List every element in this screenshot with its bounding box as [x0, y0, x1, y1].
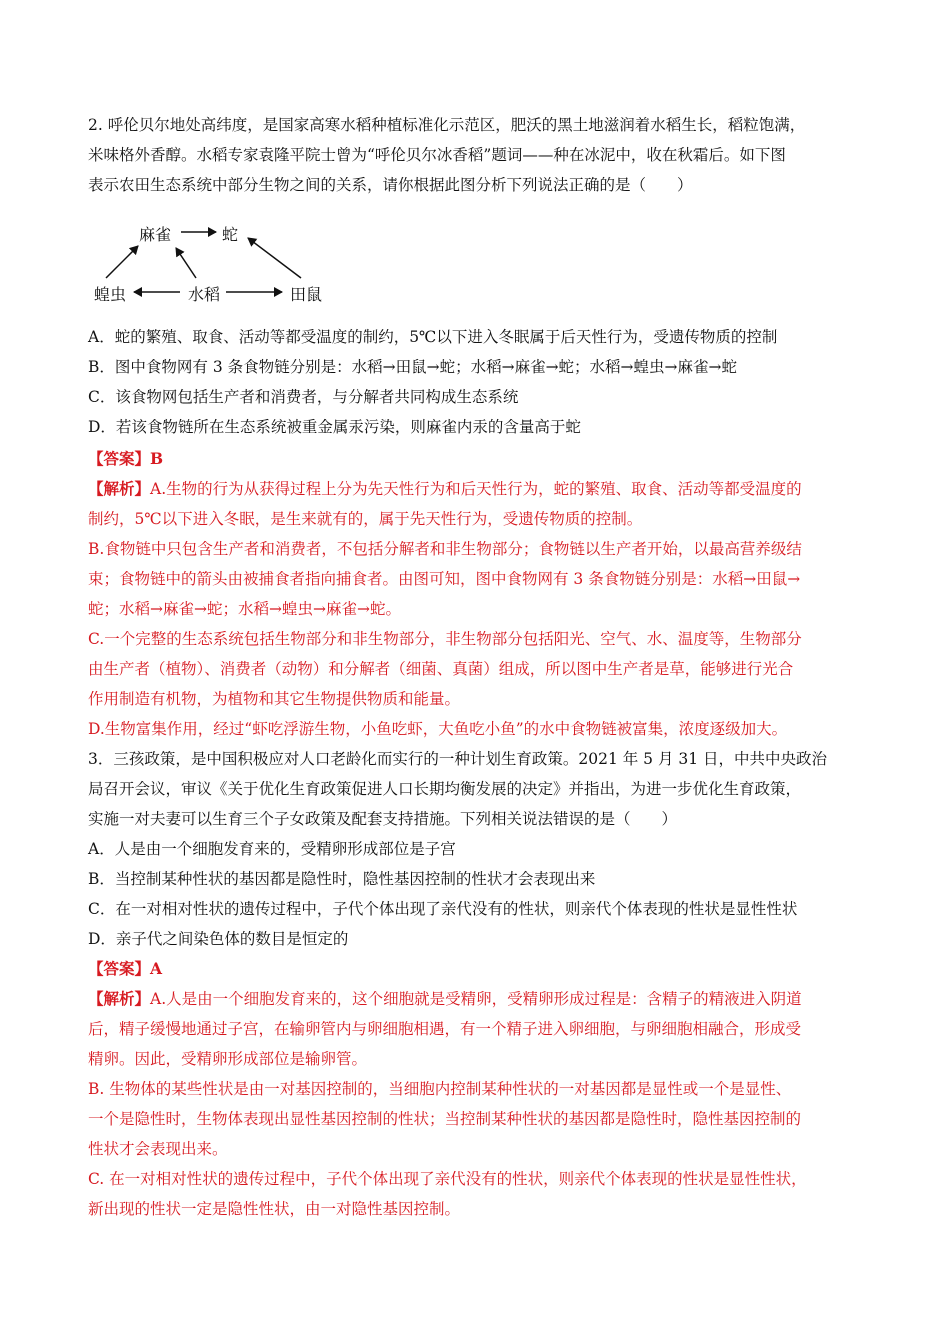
q2-option-b: B．图中食物网有 3 条食物链分别是：水稻→田鼠→蛇；水稻→麻雀→蛇；水稻→蝗虫→麻雀→蛇 [88, 358, 738, 376]
q3-analysis-b-line-3: 性状才会表现出来。 [88, 1140, 228, 1158]
q3-analysis-tag: 【解析】 [88, 989, 151, 1008]
q2-analysis-tag: 【解析】 [88, 479, 151, 498]
q2-analysis-c-line-1: C.一个完整的生态系统包括生物部分和非生物部分，非生物部分包括阳光、空气、水、温度等，生物部分 [88, 630, 802, 648]
q2-analysis-c-line-2: 由生产者（植物）、消费者（动物）和分解者（细菌、真菌）组成，所以图中生产者是草，能够进行光合 [88, 660, 794, 678]
q2-analysis-a-line-2: 制约，5℃以下进入冬眠，是生来就有的，属于先天性行为，受遗传物质的控制。 [88, 510, 643, 528]
q3-analysis-a-line-3: 精卵。因此，受精卵形成部位是输卵管。 [88, 1050, 368, 1068]
arrow-mouse-to-snake [248, 238, 301, 278]
q3-stem-line-1: 3．三孩政策，是中国积极应对人口老龄化而实行的一种计划生育政策。2021 年 5 月 31 日，中共中央政治 [88, 750, 828, 768]
arrow-locust-to-sparrow [106, 246, 138, 278]
q3-answer-tag: 【答案】 [88, 959, 151, 978]
question-3 [88, 744, 868, 954]
q2-analysis-c-line-3: 作用制造有机物，为植物和其它生物提供物质和能量。 [88, 690, 461, 708]
q3-option-c: C．在一对相对性状的遗传过程中，子代个体出现了亲代没有的性状，则亲代个体表现的性状是显性性状 [88, 900, 798, 918]
node-mouse: 田鼠 [290, 285, 323, 304]
q3-analysis-c-line-1: C. 在一对相对性状的遗传过程中，子代个体出现了亲代没有的性状，则亲代个体表现的性状是显性性状， [88, 1170, 807, 1188]
node-sparrow: 麻雀 [139, 225, 172, 244]
question-2-stem [88, 110, 868, 200]
q3-analysis-b-line-2: 一个是隐性时，生物体表现出显性基因控制的性状；当控制某种性状的基因都是隐性时，隐性基因控制的 [88, 1110, 802, 1128]
q2-answer-line [88, 444, 868, 474]
q3-analysis-a-first: A.人是由一个细胞发育来的，这个细胞就是受精卵，受精卵形成过程是：含精子的精液进入阴道 [150, 990, 802, 1008]
node-rice: 水稻 [188, 285, 221, 304]
q2-analysis-a-first: A.生物的行为从获得过程上分为先天性行为和后天性行为，蛇的繁殖、取食、活动等都受温度的 [150, 480, 802, 498]
q2-answer-tag: 【答案】 [88, 449, 151, 468]
q2-option-d: D．若该食物链所在生态系统被重金属汞污染，则麻雀内汞的含量高于蛇 [88, 418, 581, 436]
q3-option-a: A．人是由一个细胞发育来的，受精卵形成部位是子宫 [88, 840, 456, 858]
q3-analysis-b-line-1: B. 生物体的某些性状是由一对基因控制的，当细胞内控制某种性状的一对基因都是显性或一个是显性、 [88, 1080, 792, 1098]
q3-answer-value: A [150, 959, 163, 978]
q2-analysis-b-line-1: B.食物链中只包含生产者和消费者，不包括分解者和非生物部分；食物链以生产者开始，以最高营养级结 [88, 540, 802, 558]
q2-option-a: A．蛇的繁殖、取食、活动等都受温度的制约，5℃以下进入冬眠属于后天性行为，受遗传物质的控制 [88, 328, 778, 346]
q3-analysis-a-lead [88, 984, 868, 1014]
q3-stem-line-3: 实施一对夫妻可以生育三个子女政策及配套支持措施。下列相关说法错误的是（ ） [88, 810, 678, 828]
question-3-solution [88, 954, 868, 1224]
q3-answer-line [88, 954, 868, 984]
q2-stem-line-1: 2. 呼伦贝尔地处高纬度，是国家高寒水稻种植标准化示范区，肥沃的黑土地滋润着水稻生长，稻粒饱满， [88, 116, 806, 134]
food-web-diagram [88, 210, 338, 310]
q3-option-b: B．当控制某种性状的基因都是隐性时，隐性基因控制的性状才会表现出来 [88, 870, 596, 888]
node-snake: 蛇 [222, 225, 239, 244]
q2-stem-line-3: 表示农田生态系统中部分生物之间的关系，请你根据此图分析下列说法正确的是（ ） [88, 176, 693, 194]
q2-analysis-b-line-3: 蛇；水稻→麻雀→蛇；水稻→蝗虫→麻雀→蛇。 [88, 600, 401, 618]
q2-answer-value: B [150, 449, 164, 468]
q3-analysis-c-line-2: 新出现的性状一定是隐性性状，由一对隐性基因控制。 [88, 1200, 461, 1218]
q2-stem-line-2: 米味格外香醇。水稻专家袁隆平院士曾为“呼伦贝尔冰香稻”题词——种在冰泥中，收在秋霜后。如下图 [88, 146, 786, 164]
q3-stem-line-2: 局召开会议，审议《关于优化生育政策促进人口长期均衡发展的决定》并指出，为进一步优化生育政策， [88, 780, 802, 798]
q2-analysis-a-lead [88, 474, 868, 504]
node-locust: 蝗虫 [94, 285, 127, 304]
q2-analysis-b-line-2: 束；食物链中的箭头由被捕食者指向捕食者。由图可知，图中食物网有 3 条食物链分别是：水稻→田鼠→ [88, 570, 801, 588]
q2-option-c: C．该食物网包括生产者和消费者，与分解者共同构成生态系统 [88, 388, 519, 406]
arrow-rice-to-sparrow [176, 248, 196, 278]
q2-analysis-d-line-1: D.生物富集作用，经过“虾吃浮游生物，小鱼吃虾，大鱼吃小鱼”的水中食物链被富集，浓度逐级加大。 [88, 720, 788, 738]
q3-analysis-a-line-2: 后，精子缓慢地通过子宫，在输卵管内与卵细胞相遇，有一个精子进入卵细胞，与卵细胞相融合，形成受 [88, 1020, 802, 1038]
question-2-solution [88, 444, 868, 744]
q3-option-d: D．亲子代之间染色体的数目是恒定的 [88, 930, 349, 948]
question-2-options [88, 322, 868, 442]
